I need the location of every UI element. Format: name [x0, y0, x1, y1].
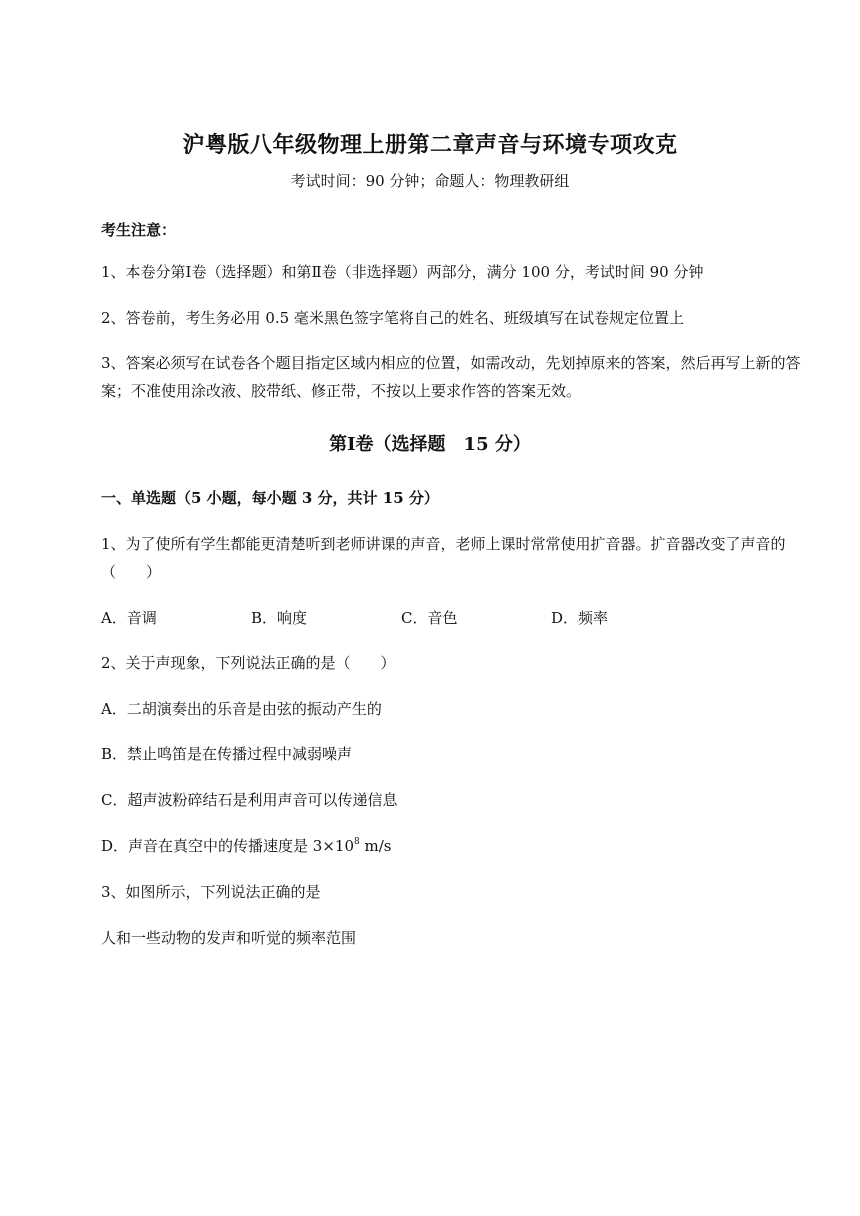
notice-item-3: 3、答案必须写在试卷各个题目指定区域内相应的位置，如需改动，先划掉原来的答案，然后再写上新的答案；不准使用涂改液、胶带纸、修正带，不按以上要求作答的答案无效。 [101, 354, 801, 400]
question-1-options [101, 605, 801, 631]
question-2-option-d-exponent: 8 [354, 837, 360, 847]
question-1-option-c: C．音色 [401, 609, 458, 627]
notice-item-2: 2、答卷前，考生务必用 0.5 毫米黑色签字笔将自己的姓名、班级填写在试卷规定位置上 [101, 309, 684, 327]
question-2-option-d-prefix: D．声音在真空中的传播速度是 3×10 [101, 837, 354, 855]
part-heading: 一、单选题（5 小题，每小题 3 分，共计 15 分） [101, 489, 439, 507]
question-1-option-a: A．音调 [101, 609, 157, 627]
question-2-stem: 2、关于声现象，下列说法正确的是（ ） [101, 654, 396, 672]
question-1-option-b: B．响度 [251, 609, 308, 627]
question-1-option-d: D．频率 [551, 609, 609, 627]
section-title: 第Ⅰ卷（选择题 15 分） [329, 434, 531, 455]
question-2-option-c: C．超声波粉碎结石是利用声音可以传递信息 [101, 791, 398, 809]
question-3-stem: 3、如图所示，下列说法正确的是 [101, 883, 321, 901]
question-3-figure-caption: 人和一些动物的发声和听觉的频率范围 [101, 929, 357, 947]
question-1-stem: 1、为了使所有学生都能更清楚听到老师讲课的声音，老师上课时常常使用扩音器。扩音器改变了声音的（ ） [101, 535, 786, 581]
question-2-option-b: B．禁止鸣笛是在传播过程中减弱噪声 [101, 745, 353, 763]
notice-item-1: 1、本卷分第Ⅰ卷（选择题）和第Ⅱ卷（非选择题）两部分，满分 100 分，考试时间 90 分钟 [101, 263, 704, 281]
exam-subtitle: 考试时间：90 分钟；命题人：物理教研组 [290, 172, 570, 190]
question-2-option-a: A．二胡演奏出的乐音是由弦的振动产生的 [101, 700, 382, 718]
page-title: 沪粤版八年级物理上册第二章声音与环境专项攻克 [182, 132, 678, 158]
question-2-option-d-suffix: m/s [359, 837, 392, 855]
question-2-option-d [101, 833, 804, 859]
notice-heading: 考生注意： [101, 221, 177, 239]
